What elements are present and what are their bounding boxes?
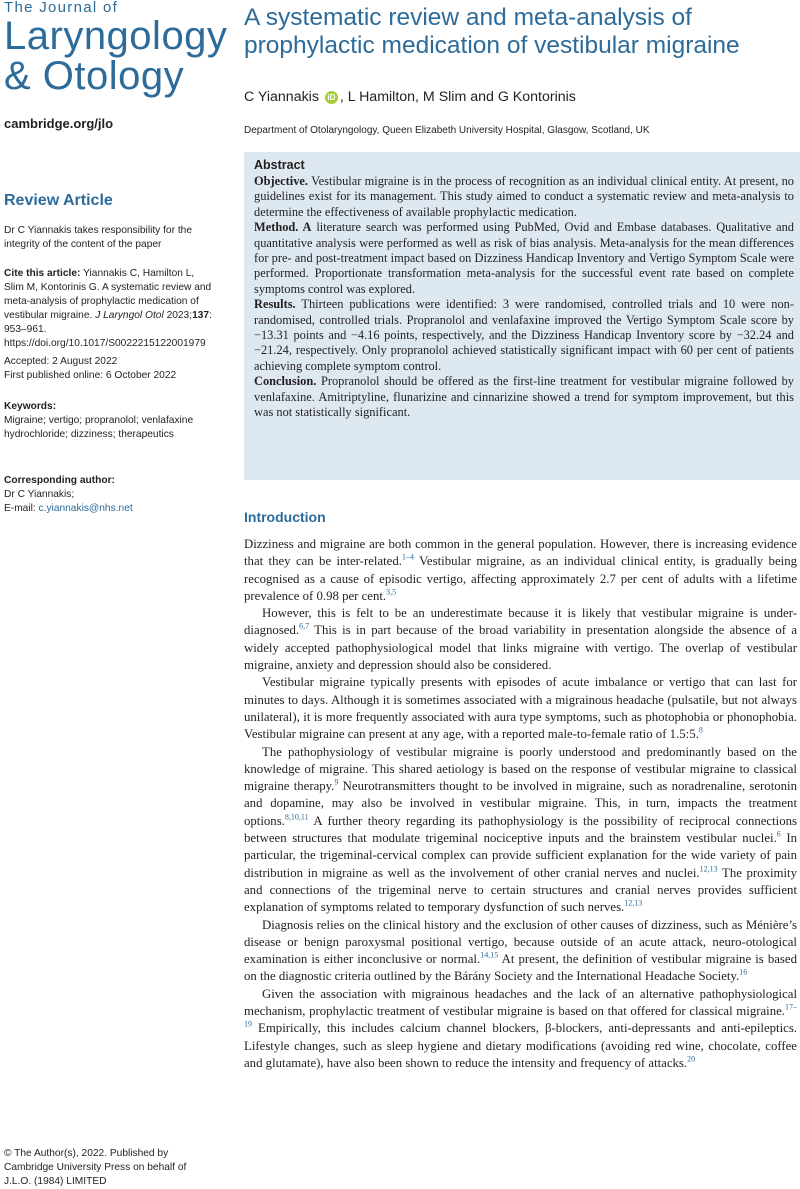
results-text: Thirteen publications were identified: 3 were randomised, controlled trials and 10 were non-randomised, controlled trials. Propranolol and venlafaxine improved the Vertigo Symptom Scale score by −13.31 points and −4.16 points, respectively, and the Dizziness Handicap Inventory score by −32.24 and −21.24, respectively. Only propranolol achieved statistically significant impact with 60 per cent of patients achieving complete symptom control. bbox=[254, 297, 794, 373]
text: At present, the definition of vestibular migraine is based on the diagnostic criteria outlined by the Bárány Society and the International Headache Society. bbox=[244, 952, 797, 984]
author-first[interactable]: C Yiannakis bbox=[244, 89, 319, 105]
conclusion-text: Propranolol should be offered as the first-line treatment for vestibular migraine followed by venlafaxine. Amitriptyline, flunarizine and cinnarizine showed a trend for symptom improvement, but this was not statistically significant. bbox=[254, 374, 794, 420]
text: Vestibular migraine typically presents with episodes of acute imbalance or vertigo that can last for minutes to days. Although it is sometimes associated with a migrainous headache (pulsatile, but not always unilateral), it is more frequently associated with aura type symptoms, such as photophobia or phonophobia. Vestibular migraine can present at any age, with a reported male-to-female ratio of 1.5:5. bbox=[244, 675, 797, 742]
article-title: A systematic review and meta-analysis of prophylactic medication of vestibular migraine bbox=[244, 4, 740, 59]
corresponding-label: Corresponding author: bbox=[4, 475, 115, 486]
reference-link[interactable]: 9 bbox=[334, 777, 339, 787]
journal-logo bbox=[4, 0, 229, 96]
reference-link[interactable]: 6 bbox=[776, 829, 781, 839]
corresponding-name: Dr C Yiannakis; bbox=[4, 489, 75, 500]
reference-link[interactable]: 17–19 bbox=[244, 1002, 797, 1030]
reference-link[interactable]: 14,15 bbox=[480, 950, 499, 960]
email-link[interactable]: c.yiannakis@nhs.net bbox=[38, 503, 133, 514]
intro-paragraph-4 bbox=[244, 744, 797, 917]
text: The pathophysiology of vestibular migraine is poorly understood and predominantly based on the knowledge of migraine. This shared aetiology is based on the response of vestibular migraine to classical migraine therapy. bbox=[244, 744, 797, 794]
reference-link[interactable]: 1–4 bbox=[401, 553, 414, 563]
abstract-objective bbox=[254, 174, 794, 220]
citation-label: Cite this article: bbox=[4, 268, 81, 279]
abstract-conclusion bbox=[254, 374, 794, 420]
conclusion-label: Conclusion. bbox=[254, 374, 317, 389]
citation-text: Yiannakis C, Hamilton L, Slim M, Kontorinis G. A systematic review and meta-analysis of prophylactic medication of vestibular migraine. bbox=[4, 268, 212, 321]
text: Dizziness and migraine are both common in the general population. However, there is increasing evidence that they can be inter-related. bbox=[244, 537, 797, 569]
citation-volume: 137 bbox=[192, 310, 210, 321]
email-label: E-mail: bbox=[4, 503, 39, 514]
journal-logo-line1: The Journal of bbox=[4, 0, 119, 16]
introduction-body bbox=[244, 536, 797, 1072]
introduction-heading: Introduction bbox=[244, 509, 326, 525]
journal-logo-line2: Laryngology bbox=[4, 14, 228, 58]
copyright-notice: © The Author(s), 2022. Published by Cambridge University Press on behalf of J.L.O. (1984) LIMITED bbox=[4, 1148, 187, 1187]
reference-link[interactable]: 12,13 bbox=[624, 898, 643, 908]
text: In particular, the trigeminal-cervical complex can provide sufficient explanation for the wide variety of pain distribution in migraine as well as the involvement of other cranial nerves and nuclei. bbox=[244, 831, 798, 880]
abstract-heading: Abstract bbox=[254, 158, 305, 172]
method-label: Method. A bbox=[254, 220, 312, 235]
reference-link[interactable]: 3,5 bbox=[386, 587, 397, 597]
abstract-method bbox=[254, 220, 794, 297]
intro-paragraph-6 bbox=[244, 986, 797, 1072]
objective-text: Vestibular migraine is in the process of recognition as an individual clinical entity. At present, no guidelines exist for its management. This study aimed to conduct a systematic review and meta-analysis to determine the effectiveness of available prophylactic medication. bbox=[254, 174, 794, 219]
reference-link[interactable]: 16 bbox=[739, 968, 748, 978]
text: Diagnosis relies on the clinical history and the exclusion of other causes of dizziness, such as Ménière’s disease or benign paroxysmal positional vertigo, because outside of an acute attack, neuro-otological examination is either inconclusive or normal. bbox=[244, 917, 797, 967]
corresponding-author bbox=[4, 474, 214, 516]
article-type: Review Article bbox=[4, 192, 113, 209]
citation-year: 2023; bbox=[166, 310, 193, 321]
results-label: Results. bbox=[254, 297, 296, 312]
reference-link[interactable]: 8 bbox=[698, 726, 703, 735]
accepted-date: Accepted: 2 August 2022 bbox=[4, 356, 118, 367]
method-text: literature search was performed using PubMed, Ovid and Embase databases. Qualitative and quantitative analysis were performed as well as risk of bias analysis. Meta-analysis for the mean differences for pre- and post-treatment impact based on Dizziness Handicap Inventory and Vertigo Symptom Scale were performed. Proportionate transformation meta-analysis for the successful event rate based on complete symptoms control was explored. bbox=[254, 220, 794, 296]
citation bbox=[4, 267, 214, 351]
reference-link[interactable]: 20 bbox=[687, 1054, 696, 1064]
text: Neurotransmitters thought to be involved in migraine, such as noradrenaline, serotonin and dopamine, may also be involved in vestibular migraine. This, in turn, impacts the treatment options. bbox=[244, 779, 797, 828]
text: This is in part because of the broad variability in presentation alongside the absence of a widely accepted pathophysiological model that links migraine with vertigo. The overlap of vestibular migraine, anxiety and depression should also be considered. bbox=[244, 623, 797, 673]
published-date: First published online: 6 October 2022 bbox=[4, 370, 177, 381]
text: The proximity and connections of the trigeminal nerve to certain structures and cranial nerves provides sufficient explanation of symptoms related to temporary dysfunction of such nerves. bbox=[244, 865, 797, 915]
reference-link[interactable]: 8,10,11 bbox=[284, 812, 309, 822]
reference-link[interactable]: 12,13 bbox=[699, 864, 718, 874]
orcid-icon[interactable]: iD bbox=[325, 91, 338, 104]
abstract-box bbox=[244, 152, 800, 480]
text: Vestibular migraine, as an individual clinical entity, is gradually being recognised as a cause of episodic vertigo, affecting approximately 2.7 per cent of adults with a lifetime prevalence of 0.98 per cent. bbox=[244, 554, 797, 603]
text: However, this is felt to be an underestimate because it is likely that vestibular migraine is under-diagnosed. bbox=[244, 606, 797, 638]
citation-pages-doi[interactable]: : 953–961. https://doi.org/10.1017/S0022215122001979 bbox=[4, 310, 212, 349]
intro-paragraph-2 bbox=[244, 605, 797, 674]
intro-paragraph-5 bbox=[244, 917, 797, 986]
keywords-list: Migraine; vertigo; propranolol; venlafaxine hydrochloride; dizziness; therapeutics bbox=[4, 415, 194, 440]
intro-paragraph-3 bbox=[244, 674, 797, 743]
journal-url-link[interactable]: cambridge.org/jlo bbox=[4, 116, 114, 131]
keywords-label: Keywords: bbox=[4, 401, 57, 412]
citation-journal: J Laryngol Otol bbox=[95, 310, 164, 321]
journal-logo-line3: & Otology bbox=[4, 54, 185, 98]
objective-label: Objective. bbox=[254, 174, 309, 188]
text: Given the association with migrainous headaches and the lack of an alternative pathophysiological mechanism, prophylactic treatment of vestibular migraine is based on that offered for classical migraine. bbox=[244, 986, 797, 1019]
text: Empirically, this includes calcium channel blockers, β-blockers, anti-depressants and anti-epileptics. Lifestyle changes, such as sleep hygiene and dietary modifications (avoiding red wine, chocolate, coffee and glutamate), have also been shown to reduce the intensity and frequency of attacks. bbox=[244, 1021, 797, 1070]
article-dates bbox=[4, 355, 214, 383]
author-list bbox=[244, 89, 576, 105]
affiliation: Department of Otolaryngology, Queen Elizabeth University Hospital, Glasgow, Scotland, UK bbox=[244, 125, 650, 136]
reference-link[interactable]: 6,7 bbox=[299, 622, 310, 632]
responsibility-note: Dr C Yiannakis takes responsibility for the integrity of the content of the paper bbox=[4, 225, 192, 250]
text: A further theory regarding its pathophysiology is the possibility of reciprocal connections between structures that modulate trigeminal nociceptive inputs and the brainstem vestibular nuclei. bbox=[244, 813, 797, 846]
intro-paragraph-1 bbox=[244, 536, 797, 605]
keywords bbox=[4, 400, 214, 442]
authors-rest: , L Hamilton, M Slim and G Kontorinis bbox=[339, 89, 576, 105]
abstract-results bbox=[254, 297, 794, 374]
